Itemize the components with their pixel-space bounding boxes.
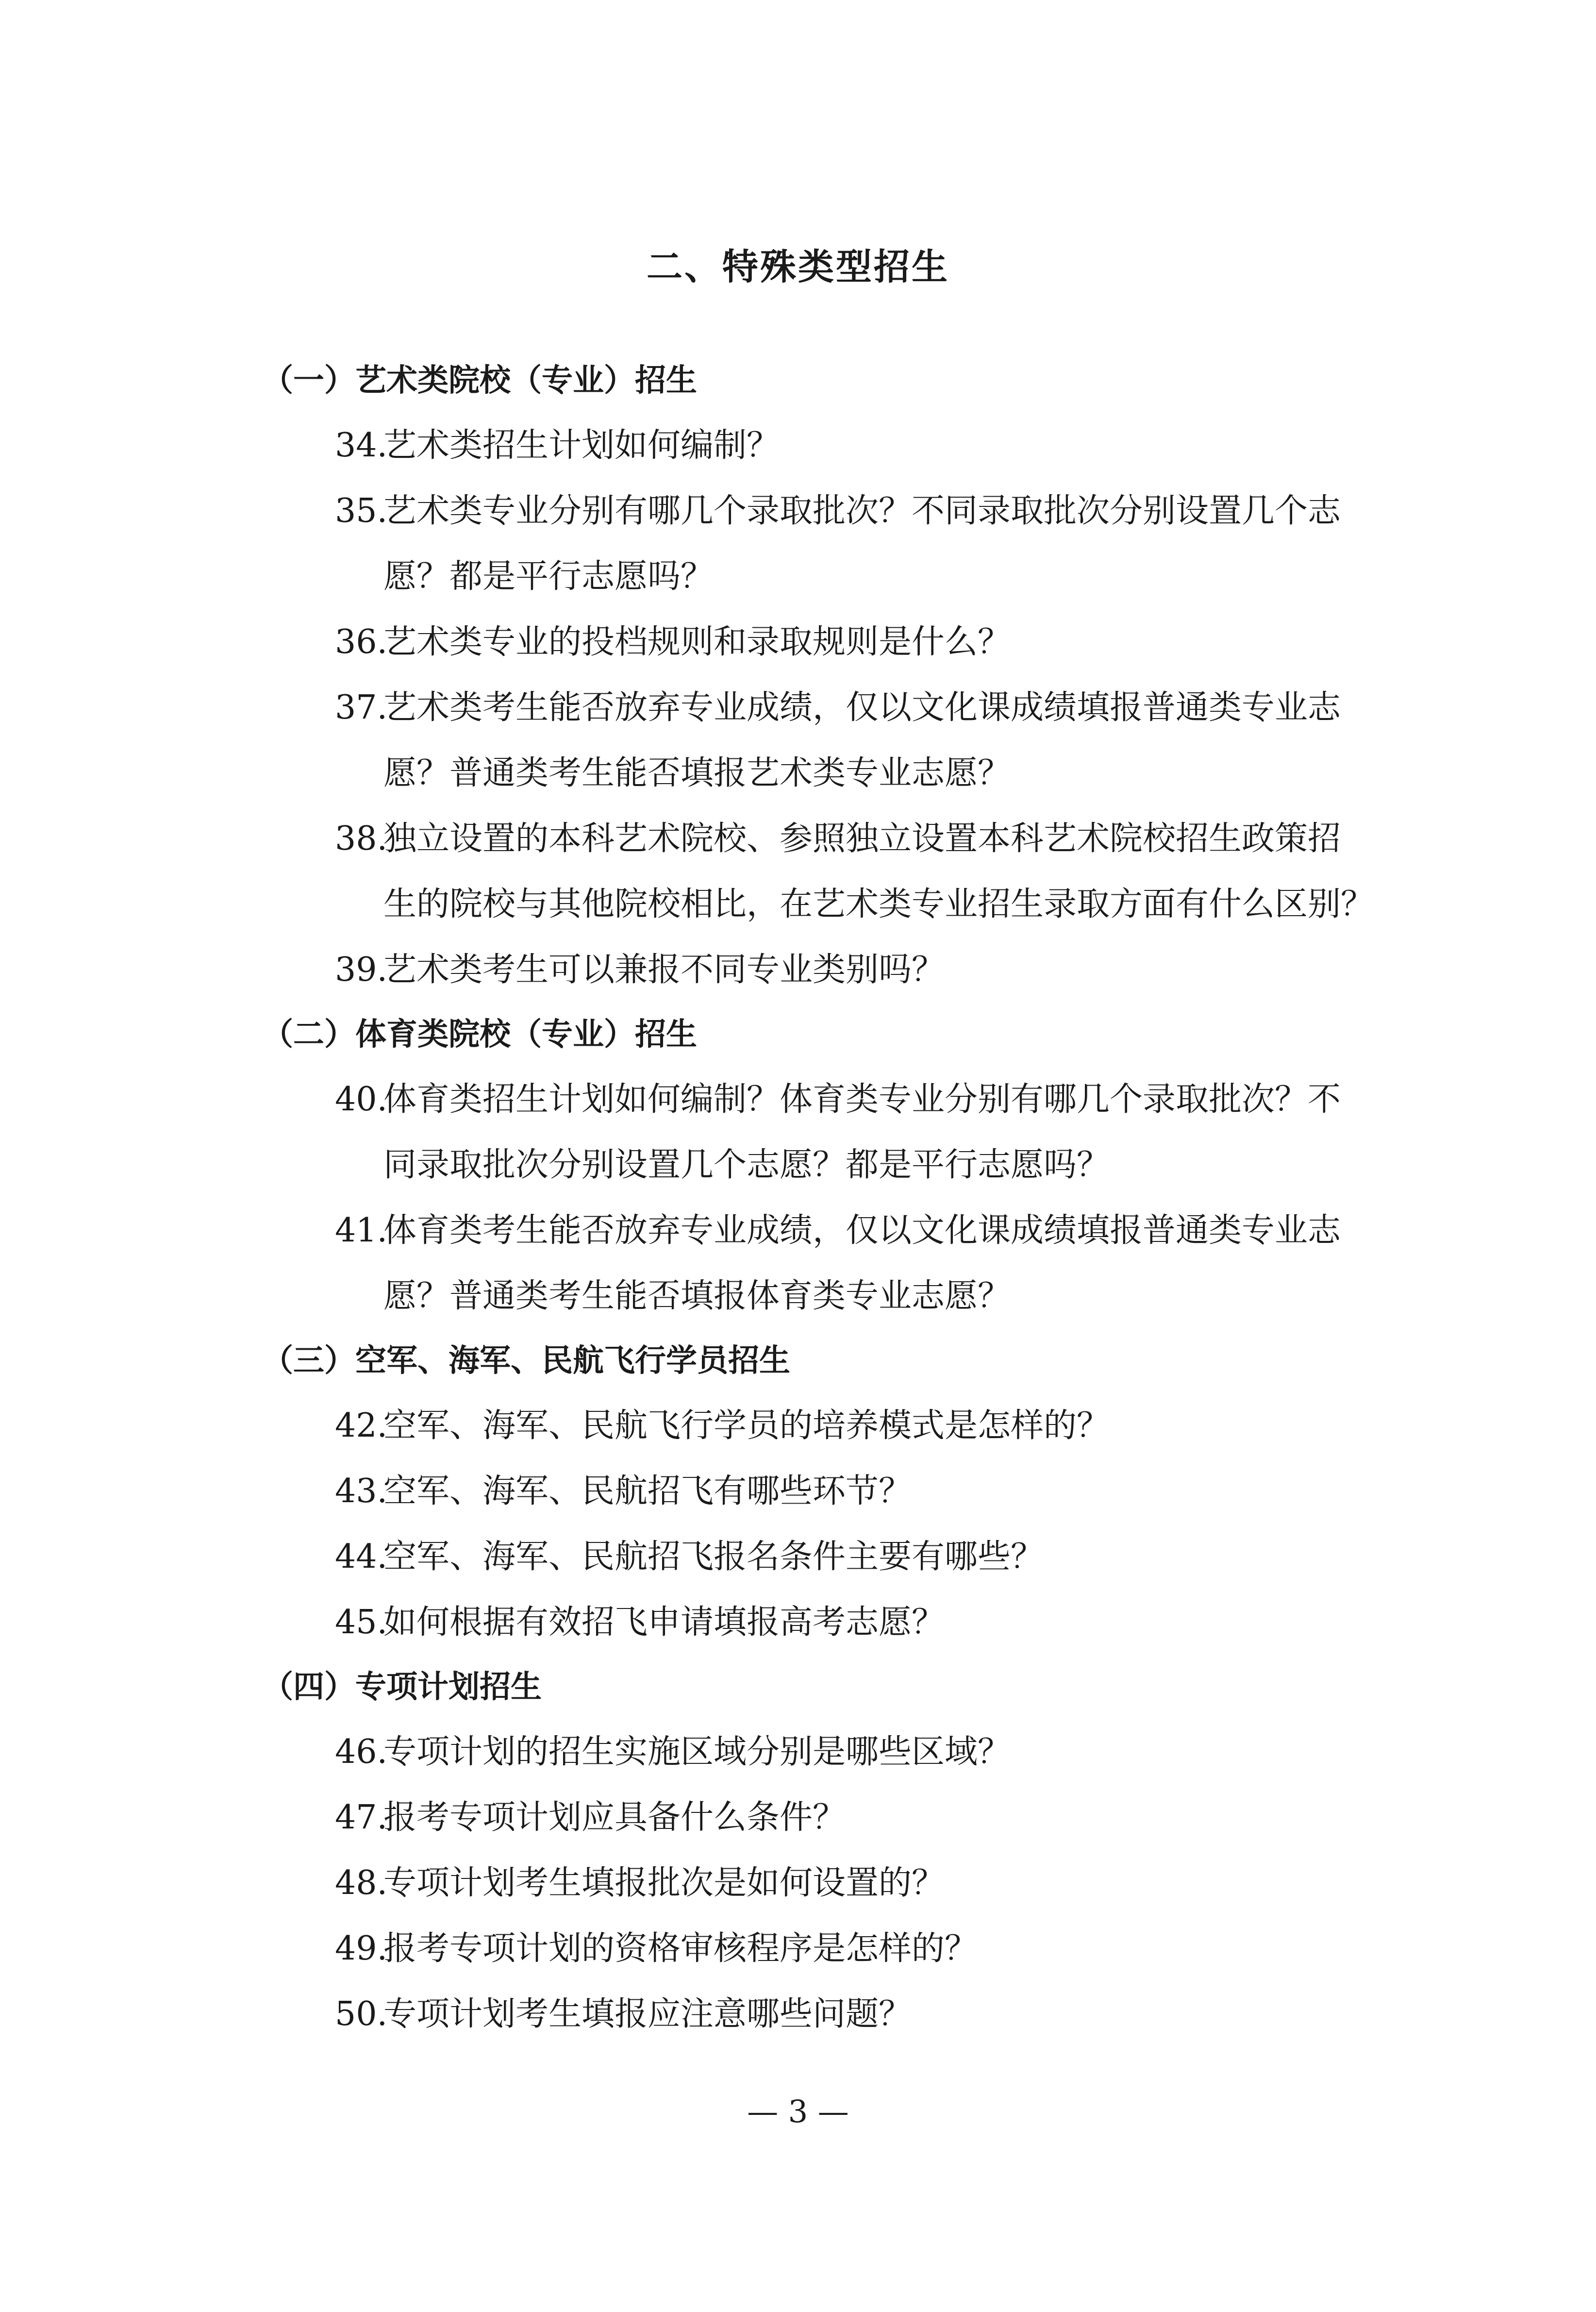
question-text-line: 报考专项计划应具备什么条件？: [383, 1798, 846, 1837]
question-text-line: 艺术类专业的投档规则和录取规则是什么？: [383, 623, 1011, 661]
question-text-line: 艺术类专业分别有哪几个录取批次？不同录取批次分别设置几个志: [383, 492, 1341, 530]
question-item: [0, 937, 1427, 1003]
question-item: [0, 1590, 1427, 1655]
question-number: 44.: [335, 1538, 388, 1576]
question-text-line: 艺术类招生计划如何编制？: [383, 426, 780, 465]
question-item: [0, 1981, 1427, 2047]
question-number: 45.: [335, 1603, 388, 1642]
section-heading: （一）艺术类院校（专业）招生: [262, 363, 697, 399]
question-item: [0, 478, 1427, 609]
question-text-line: 专项计划考生填报应注意哪些问题？: [383, 1995, 912, 2033]
question-text-line: 愿？都是平行志愿吗？: [383, 557, 714, 596]
question-item: [0, 1458, 1427, 1524]
question-text-line: 专项计划考生填报批次是如何设置的？: [383, 1864, 945, 1902]
question-number: 36.: [335, 623, 388, 661]
question-text-line: 如何根据有效招飞申请填报高考志愿？: [383, 1603, 945, 1642]
question-item: [0, 1524, 1427, 1590]
question-item: [0, 1850, 1427, 1916]
question-item: [0, 1916, 1427, 1981]
question-item: [0, 1067, 1427, 1198]
question-item: [0, 609, 1427, 675]
question-number: 50.: [335, 1995, 388, 2033]
question-text-line: 艺术类考生能否放弃专业成绩，仅以文化课成绩填报普通类专业志: [383, 688, 1341, 727]
question-text-line: 独立设置的本科艺术院校、参照独立设置本科艺术院校招生政策招: [383, 820, 1341, 858]
question-number: 48.: [335, 1864, 388, 1902]
question-text-line: 艺术类考生可以兼报不同专业类别吗？: [383, 951, 945, 989]
question-number: 46.: [335, 1733, 388, 1771]
question-number: 43.: [335, 1472, 388, 1510]
question-text-line: 同录取批次分别设置几个志愿？都是平行志愿吗？: [383, 1146, 1110, 1184]
question-number: 42.: [335, 1407, 388, 1445]
question-number: 34.: [335, 426, 388, 465]
question-number: 37.: [335, 688, 388, 727]
section-heading: （四）专项计划招生: [262, 1669, 542, 1705]
page-title: 二、特殊类型招生: [647, 246, 949, 288]
question-list: [0, 349, 1596, 2047]
section-heading: （二）体育类院校（专业）招生: [262, 1017, 697, 1053]
question-item: [0, 1785, 1427, 1850]
question-text-line: 愿？普通类考生能否填报艺术类专业志愿？: [383, 754, 1011, 792]
question-number: 47.: [335, 1798, 388, 1837]
question-number: 49.: [335, 1929, 388, 1968]
question-text-line: 生的院校与其他院校相比，在艺术类专业招生录取方面有什么区别？: [383, 885, 1374, 923]
question-item: [0, 1198, 1427, 1329]
question-item: [0, 1719, 1427, 1785]
question-number: 39.: [335, 951, 388, 989]
question-number: 35.: [335, 492, 388, 530]
question-text-line: 空军、海军、民航飞行学员的培养模式是怎样的？: [383, 1407, 1110, 1445]
question-text-line: 空军、海军、民航招飞报名条件主要有哪些？: [383, 1538, 1044, 1576]
question-text-line: 报考专项计划的资格审核程序是怎样的？: [383, 1929, 978, 1968]
question-number: 41.: [335, 1211, 388, 1250]
question-text-line: 空军、海军、民航招飞有哪些环节？: [383, 1472, 912, 1510]
question-item: [0, 1393, 1427, 1458]
question-text-line: 专项计划的招生实施区域分别是哪些区域？: [383, 1733, 1011, 1771]
question-item: [0, 806, 1427, 937]
page-number: — 3 —: [747, 2094, 849, 2130]
question-item: [0, 675, 1427, 806]
question-text-line: 体育类招生计划如何编制？体育类专业分别有哪几个录取批次？不: [383, 1080, 1341, 1119]
section-heading: （三）空军、海军、民航飞行学员招生: [262, 1343, 790, 1379]
question-number: 40.: [335, 1080, 388, 1119]
question-text-line: 愿？普通类考生能否填报体育类专业志愿？: [383, 1277, 1011, 1315]
question-number: 38.: [335, 820, 388, 858]
question-text-line: 体育类考生能否放弃专业成绩，仅以文化课成绩填报普通类专业志: [383, 1211, 1341, 1250]
question-item: [0, 413, 1427, 478]
